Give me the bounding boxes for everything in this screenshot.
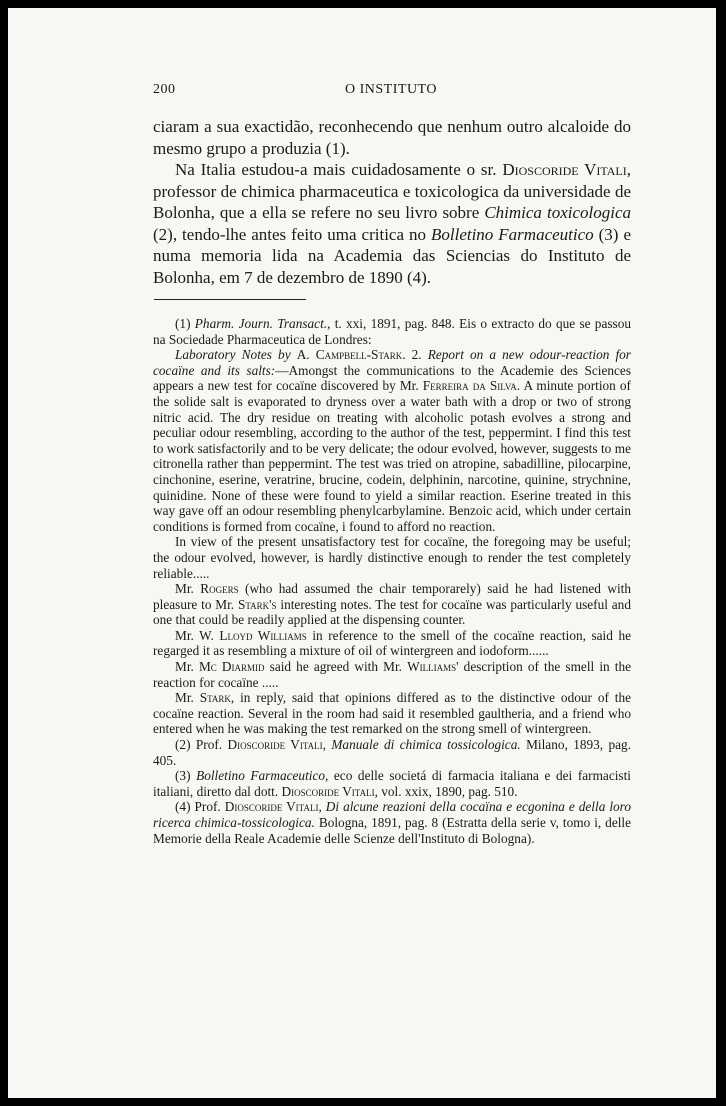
main-text <box>153 116 631 288</box>
view-paragraph: In view of the present unsatisfactory test for cocaïne, the foregoing may be useful; the odour evolved, however, is hardly distinctive enough to render the test completely reliable..... <box>153 534 631 581</box>
lab-notes-paragraph: Laboratory Notes by A. Campbell-Stark. 2. Report on a new odour-reaction for cocaïne and its salts:—Amongst the communications to the Academie des Sciences appears a new test for cocaïne discovered by Mr. Ferreira da Silva. A minute portion of the solide salt is evaporated to dryness over a water bath with a drop or two of strong nitric acid. The dry residue on treating with alcoholic potash evolves a strong and peculiar odour resembling, according to the author of the test, peppermint. I find this test to work satisfactorily and to be very delicate; the odour evolved, however, suggests to me citronella rather than peppermint. The test was tried on atropine, sabadilline, pilocarpine, cinchonine, eserine, veratrine, brucine, codein, delphinin, narcotine, quinine, strychnine, quinidine. None of these were found to yield a similar reaction. Eserine treated in this way gave off an odour resembling phenylcarbylamine. Benzoic acid, which under certain conditions is formed from cocaïne, i found to afford no reaction. <box>153 347 631 534</box>
paragraph-continuation: ciaram a sua exactidão, reconhecendo que nenhum outro alcaloide do mesmo grupo a produzia (1). <box>153 117 631 158</box>
footnote-4: (4) Prof. Dioscoride Vitali, Di alcune reazioni della cocaïna e ecgonina e della loro ricerca chimica-tossicologica. Bologna, 1891, pag. 8 (Estratta della serie v, tomo i, delle Memorie della Reale Academie delle Scienze dell'Instituto di Bologna). <box>153 799 632 846</box>
lloyd-paragraph: Mr. W. Lloyd Williams in reference to the smell of the cocaïne reaction, said he regarged it as resembling a mixture of oil of wintergreen and iodoform...... <box>153 627 631 659</box>
rogers-paragraph: Mr. Rogers (who had assumed the chair temporarely) said he had listened with pleasure to Mr. Stark's interesting notes. The test for cocaïne was particularly useful and one that could be readily applied at the dispensing counter. <box>153 581 631 628</box>
footnote-1: (1) Pharm. Journ. Transact., t. xxi, 1891, pag. 848. Eis o extracto do que se passou na Sociedade Pharmaceutica de Londres: <box>153 316 632 347</box>
stark-paragraph: Mr. Stark, in reply, said that opinions differed as to the distinctive odour of the cocaïne reaction. Several in the room had said it resembled gaultheria, and a friend who entered when he was making the test remarked on the strong smell of wintergreen. <box>153 690 632 737</box>
footnotes <box>153 316 631 846</box>
paragraph-vitali: Na Italia estudou-a mais cuidadosamente o sr. Dioscoride Vitali, professor de chimica pharmaceutica e toxicologica da universidade de Bolonha, que a ella se refere no seu livro sobre Chimica toxicologica (2), tendo-lhe antes feito uma critica no Bolletino Farmaceutico (3) e numa memoria lida na Academia das Sciencias do Instituto de Bolonha, em 7 de dezembro de 1890 (4). <box>153 160 632 287</box>
page-number: 200 <box>153 82 176 97</box>
mcdiarmid-paragraph: Mr. Mc Diarmid said he agreed with Mr. Williams' description of the smell in the reaction for cocaïne ..... <box>153 659 632 690</box>
footnote-rule <box>154 299 306 300</box>
footnote-2: (2) Prof. Dioscoride Vitali, Manuale di chimica tossicologica. Milano, 1893, pag. 405. <box>153 737 632 768</box>
author-name: Ferreira da Silva. <box>422 378 521 394</box>
book-title: Chimica toxicologica <box>484 203 632 222</box>
footnote-3: (3) Bolletino Farmaceutico, eco delle societá di farmacia italiana e dei farmacisti italiani, diretto dal dott. Dioscoride Vitali, vol. xxix, 1890, pag. 510. <box>153 768 631 799</box>
author-name: Dioscoride Vitali <box>502 160 627 179</box>
journal-title: Bolletino Farmaceutico <box>430 224 594 244</box>
running-title: O INSTITUTO <box>345 82 437 97</box>
